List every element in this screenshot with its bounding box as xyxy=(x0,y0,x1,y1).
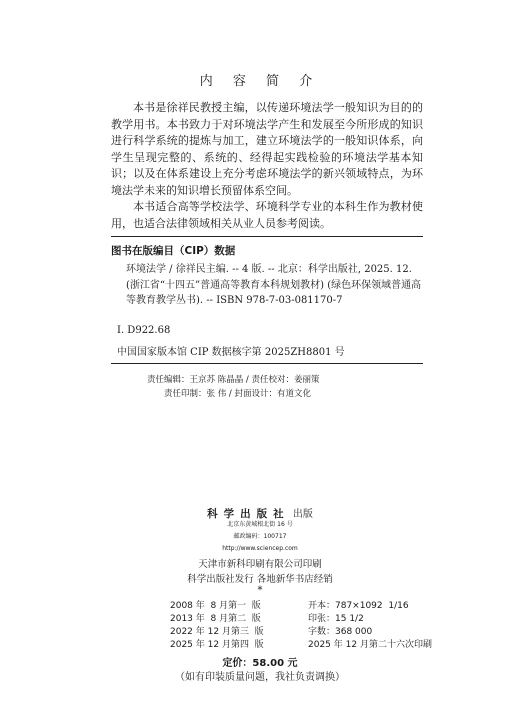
publisher-logo: 科学出版社 xyxy=(207,508,290,520)
edition-spec: 字数：368 000 xyxy=(308,627,373,637)
edition-table xyxy=(170,598,432,650)
page-title: 内 容 简 介 xyxy=(199,74,321,89)
edition-spec: 开本：787×1092 1/16 xyxy=(308,601,409,611)
intro-paragraph-2 xyxy=(111,199,423,232)
edition-date: 2013 年 8 月第二 版 xyxy=(170,614,261,624)
credits-line-1: 责任编辑：王京苏 陈晶晶 / 责任校对：姜丽策 xyxy=(147,375,320,385)
intro-text-2: 本书适合高等学校法学、环境科学专业的本科生作为教材使用，也适合法律领域相关从业人员参考阅读。 xyxy=(111,200,423,230)
edition-row xyxy=(170,598,432,611)
edition-spec: 印张：15 1/2 xyxy=(308,614,364,624)
edition-spec: 2025 年 12 月第二十六次印刷 xyxy=(308,640,432,650)
distribution-line: 科学出版社发行 各地新华书店经销 xyxy=(187,574,333,585)
cip-heading: 图书在版编目（CIP）数据 xyxy=(111,245,236,257)
edition-row xyxy=(170,637,432,650)
intro-text-1: 本书是徐祥民教授主编，以传递环境法学一般知识为目的的教学用书。本书致力于对环境法学产生和发展至今所形成的知识进行科学系统的提炼与加工，建立环境法学的一般知识体系，向学生呈现完整的、系统的、经得起实践检验的环境法学基本知识；以及在体系建设上充分考虑环境法学的新兴领域特点，为环境法学未来的知识增长预留体系空间。 xyxy=(111,101,423,197)
edition-date: 2008 年 8 月第一 版 xyxy=(170,601,261,611)
cip-entry: 环境法学 / 徐祥民主编. -- 4 版. -- 北京：科学出版社, 2025. 12. (浙江省“十四五”普通高等教育本科规划教材) (绿色环保领域普通高等教育教学丛书). -- ISBN 978-7-03-081170-7 xyxy=(126,264,422,306)
divider-top xyxy=(111,236,423,237)
cip-classification: Ⅰ. D922.68 xyxy=(117,325,171,336)
separator-star: * xyxy=(257,585,263,596)
price: 定价：58.00 元 xyxy=(222,658,298,669)
publisher-address: 北京东黄城根北街 16 号 xyxy=(227,521,293,528)
edition-date: 2022 年 12 月第三 版 xyxy=(170,627,264,637)
printer-line: 天津市新科印刷有限公司印刷 xyxy=(198,559,322,570)
edition-date: 2025 年 12 月第四 版 xyxy=(170,640,264,650)
quality-notice: （如有印装质量问题，我社负责调换） xyxy=(175,672,345,683)
cip-number: 中国国家版本馆 CIP 数据核字第 2025ZH8801 号 xyxy=(117,347,345,358)
publisher-postcode: 邮政编码：100717 xyxy=(233,533,287,540)
edition-row xyxy=(170,611,432,624)
divider-bottom xyxy=(111,363,423,364)
credits-line-2: 责任印制：张 伟 / 封面设计：有道文化 xyxy=(164,389,311,399)
edition-row xyxy=(170,624,432,637)
publisher-suffix: 出版 xyxy=(292,509,313,520)
publisher-website: http://www.sciencep.com xyxy=(222,545,298,552)
intro-paragraph-1 xyxy=(111,100,423,199)
